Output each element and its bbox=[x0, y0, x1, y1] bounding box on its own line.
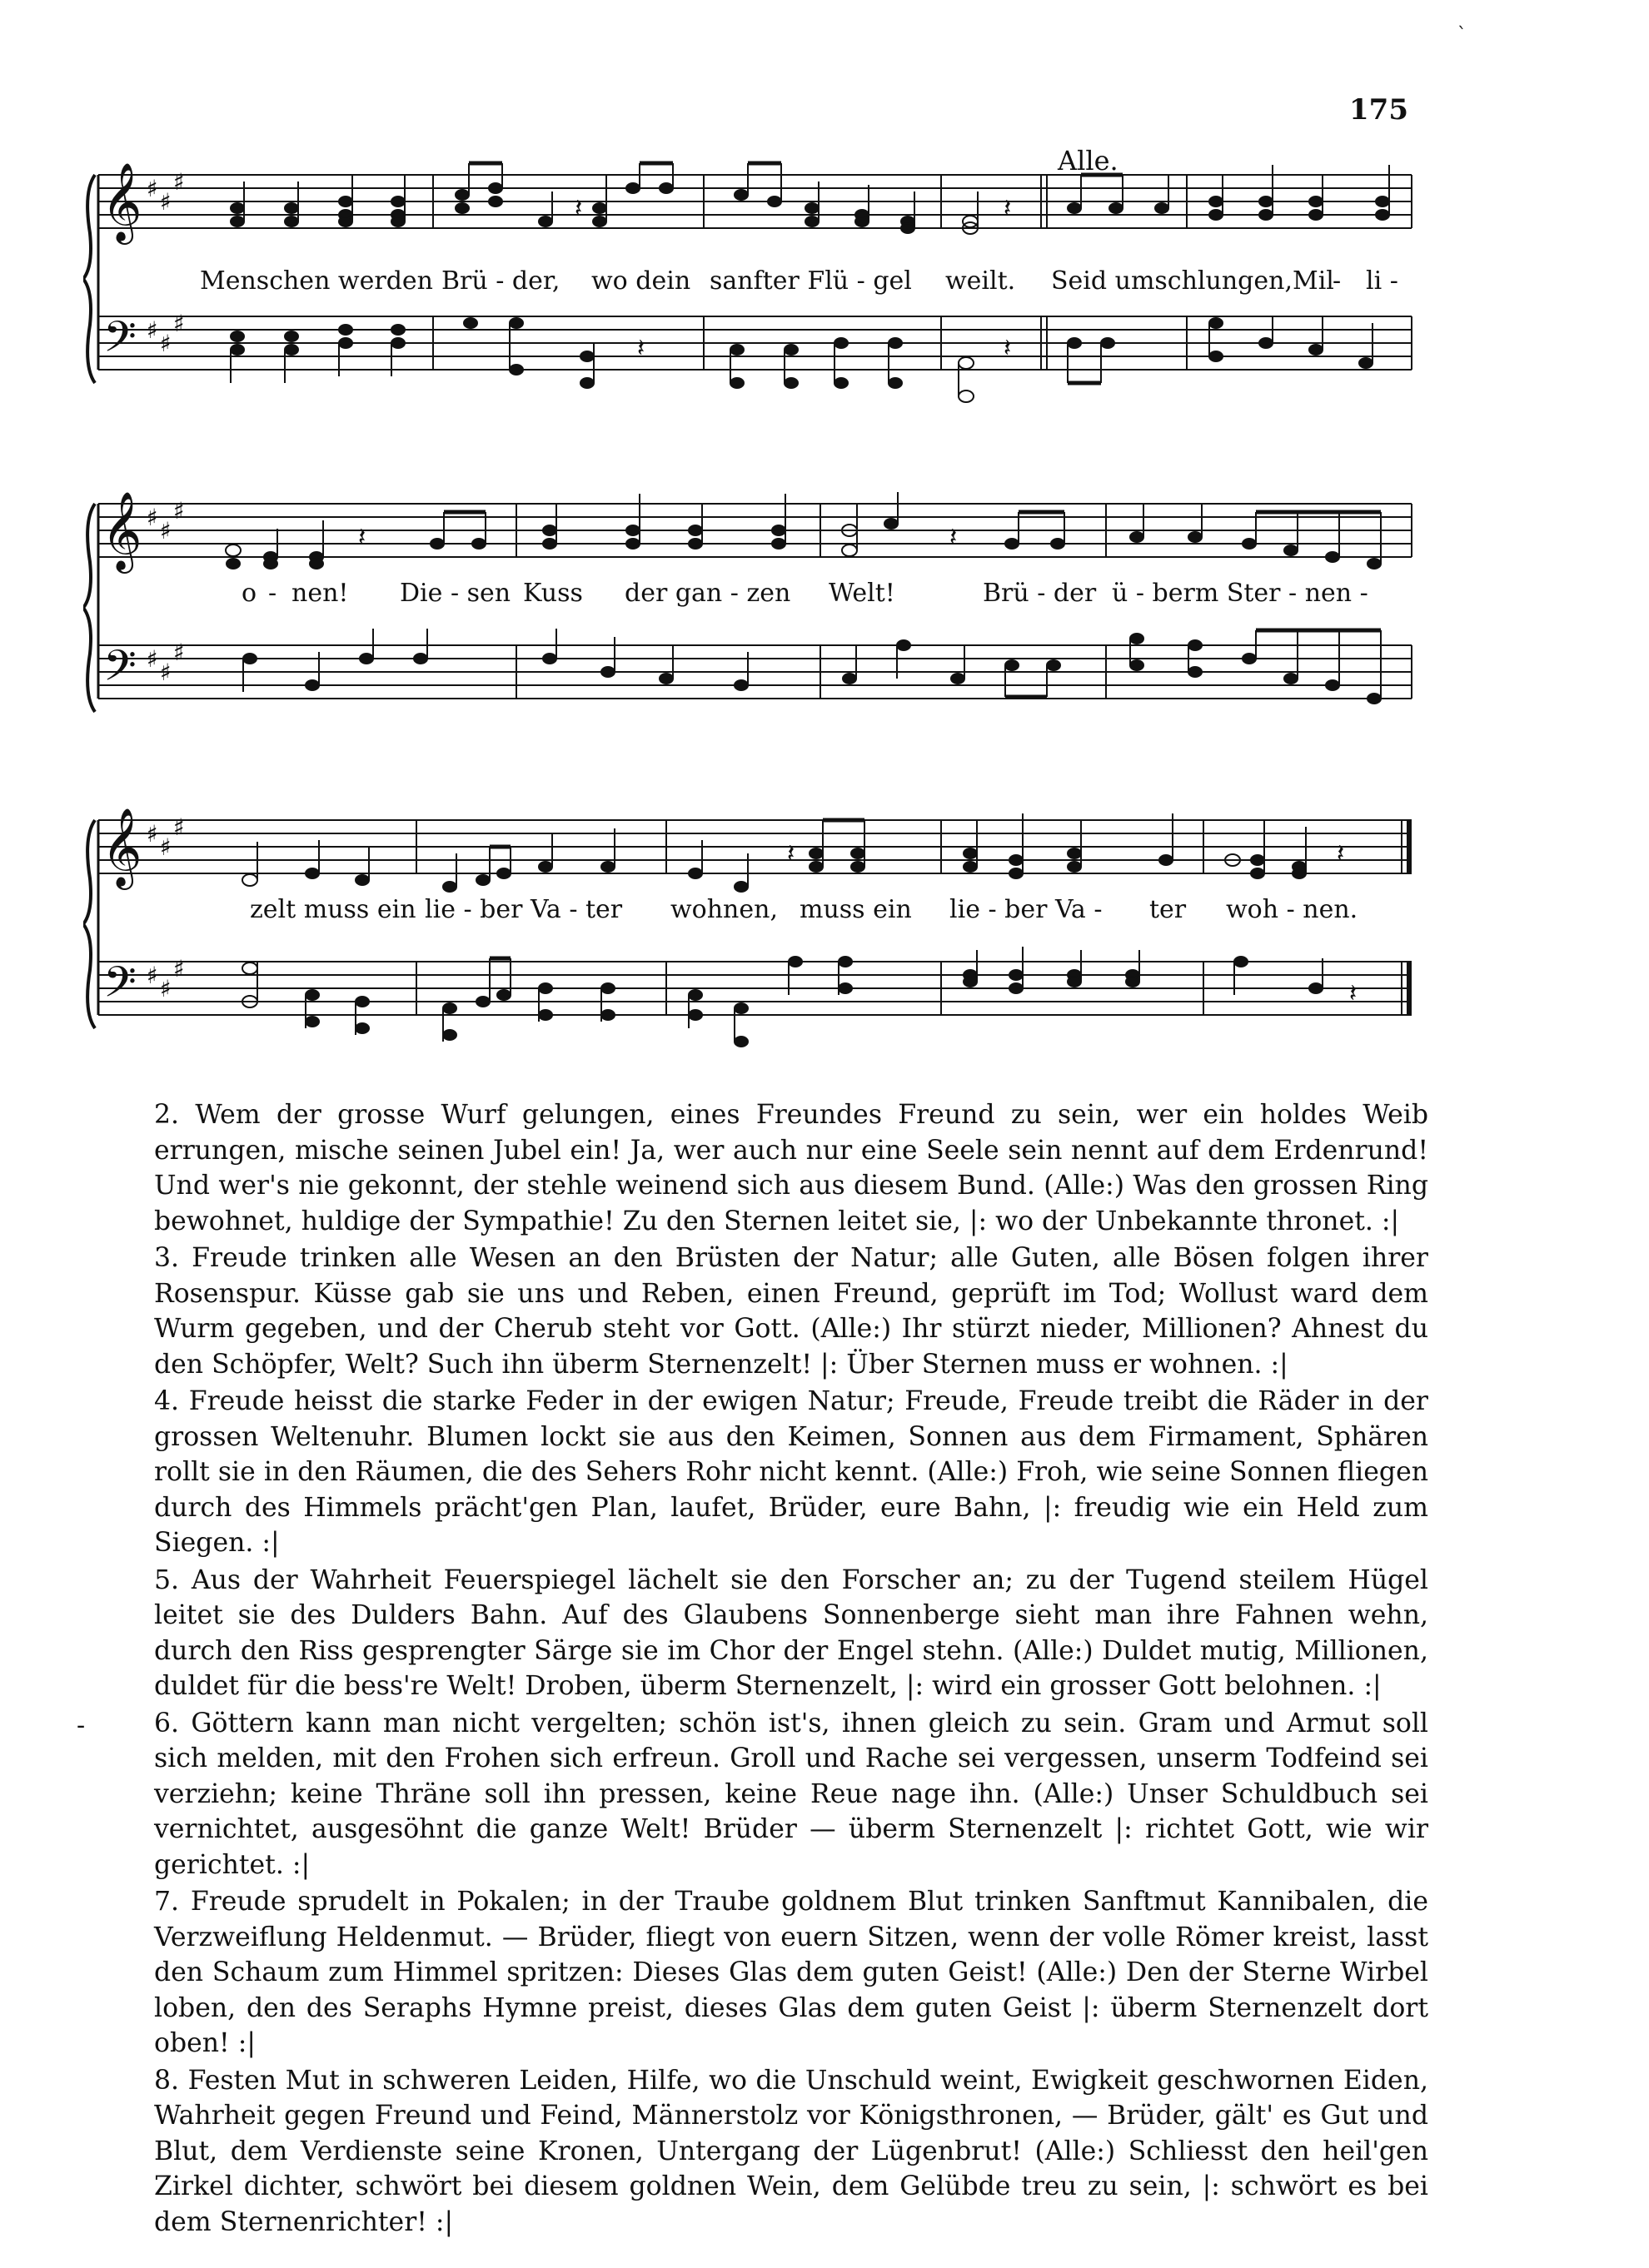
music-system-1 bbox=[83, 142, 1416, 416]
svg-text:♯: ♯ bbox=[173, 639, 185, 666]
lyric: - bbox=[1333, 266, 1342, 296]
verses-text bbox=[154, 1097, 1428, 2241]
margin-dash: - bbox=[77, 1711, 86, 1740]
svg-text:𝄞: 𝄞 bbox=[102, 808, 142, 887]
lyric: nen! bbox=[291, 579, 349, 608]
svg-text:𝄽: 𝄽 bbox=[1004, 194, 1012, 223]
lyric: woh - nen. bbox=[1226, 895, 1358, 924]
svg-text:♯: ♯ bbox=[147, 175, 158, 202]
lyric: lie - ber Va - bbox=[949, 895, 1103, 924]
lyric: ü - berm Ster - nen - bbox=[1112, 579, 1368, 608]
alle-marking: Alle. bbox=[1058, 145, 1118, 177]
lyric: Die - sen bbox=[400, 579, 511, 608]
svg-text:𝄢: 𝄢 bbox=[103, 957, 137, 1017]
svg-text:♯: ♯ bbox=[173, 955, 185, 982]
page-number: 175 bbox=[1349, 93, 1408, 127]
svg-text:♯: ♯ bbox=[160, 330, 172, 357]
verse-8: 8. Festen Mut in schweren Leiden, Hilfe, wo die Unschuld weint, Ewigkeit geschwornen Eiden, Wahrheit gegen Freund und Feind, Männerstolz vor Königsthronen, — Brüder, gält' es Gut und Blut, dem Verdienste seine Kronen, Untergang der Lügenbrut! (Alle:) Schliesst den heil'gen Zirkel dichter, schwört bei diesem goldnen Wein, dem Gelübde treu zu sein, |: schwört es bei dem Sternenrichter! :| bbox=[154, 2065, 1428, 2237]
lyric: Kuss bbox=[523, 579, 583, 608]
music-system-2 bbox=[83, 470, 1416, 745]
svg-text:♯: ♯ bbox=[147, 645, 158, 673]
lyric: wohnen, bbox=[670, 895, 778, 924]
svg-text:𝄽: 𝄽 bbox=[575, 194, 583, 223]
lyric: weilt. bbox=[945, 266, 1016, 296]
lyric: li - bbox=[1366, 266, 1398, 296]
verse-6: 6. Göttern kann man nicht vergelten; schön ist's, ihnen gleich zu sein. Gram und Armut soll sich melden, mit den Frohen sich erfreun. Groll und Rache sei vergessen, unserm Todfeind sei verziehn; keine Thräne soll ihn pressen, keine Reue nage ihn. (Alle:) Unser Schuldbuch sei vernichtet, ausgesöhnt die ganze Welt! Brüder — überm Sternenzelt |: richtet Gott, wie wir gerichtet. :| bbox=[154, 1708, 1428, 1880]
svg-text:𝄞: 𝄞 bbox=[102, 491, 142, 570]
lyric: sanfter Flü - gel bbox=[710, 266, 912, 296]
svg-text:♯: ♯ bbox=[147, 820, 158, 848]
lyric: zelt muss ein bbox=[250, 895, 416, 924]
lyric: muss ein bbox=[800, 895, 912, 924]
svg-text:♯: ♯ bbox=[160, 975, 172, 1002]
svg-text:𝄽: 𝄽 bbox=[637, 334, 645, 363]
svg-text:♯: ♯ bbox=[173, 168, 185, 196]
lyric: Menschen werden bbox=[200, 266, 433, 296]
verse-5: 5. Aus der Wahrheit Feuerspiegel lächelt sie den Forscher an; zu der Tugend steilem Hügel leitet sie des Dulders Bahn. Auf des Glaubens Sonnenberge sieht man ihre Fahnen wehn, durch den Riss gesprengter Särge sie im Chor der Engel stehn. (Alle:) Duldet mutig, Millionen, duldet für die bess're Welt! Droben, überm Sternenzelt, |: wird ein grosser Gott belohnen. :| bbox=[154, 1564, 1428, 1701]
lyric: Brü - der, bbox=[441, 266, 560, 296]
svg-text:♯: ♯ bbox=[173, 497, 185, 525]
svg-text:♯: ♯ bbox=[160, 833, 172, 861]
music-system-3 bbox=[83, 787, 1416, 1062]
stray-mark: ` bbox=[1457, 25, 1467, 46]
lyric: ter bbox=[1149, 895, 1187, 924]
lyric: der gan - zen bbox=[625, 579, 791, 608]
svg-text:𝄞: 𝄞 bbox=[102, 162, 142, 241]
score-system-2 bbox=[83, 470, 1416, 745]
svg-text:♯: ♯ bbox=[173, 310, 185, 337]
lyric: Brü - der bbox=[983, 579, 1097, 608]
svg-text:♯: ♯ bbox=[160, 517, 172, 545]
verse-3: 3. Freude trinken alle Wesen an den Brüsten der Natur; alle Guten, alle Bösen folgen ihrer Rosenspur. Küsse gab sie uns und Reben, einen Freund, geprüft im Tod; Wollust ward dem Wurm gegeben, und der Cherub steht vor Gott. (Alle:) Ihr stürzt nieder, Millionen? Ahnest du den Schöpfer, Welt? Such ihn überm Sternenzelt! |: Über Sternen muss er wohnen. :| bbox=[154, 1243, 1428, 1380]
svg-text:𝄽: 𝄽 bbox=[787, 839, 795, 868]
svg-text:𝄽: 𝄽 bbox=[358, 523, 366, 552]
verse-2: 2. Wem der grosse Wurf gelungen, eines Freundes Freund zu sein, wer ein holdes Weib errungen, mische seinen Jubel ein! Ja, wer auch nur eine Seele sein nennt auf dem Erdenrund! Und wer's nie gekonnt, der stehle weinend sich aus diesem Bund. (Alle:) Was den grossen Ring bewohnet, huldige der Sympathie! Zu den Sternen leitet sie, |: wo der Unbekannte thronet. :| bbox=[154, 1100, 1428, 1236]
svg-text:𝄢: 𝄢 bbox=[103, 311, 137, 372]
lyric: o bbox=[242, 579, 257, 608]
svg-text:𝄽: 𝄽 bbox=[949, 523, 958, 552]
svg-text:♯: ♯ bbox=[173, 813, 185, 841]
svg-text:𝄢: 𝄢 bbox=[103, 640, 137, 701]
svg-text:♯: ♯ bbox=[160, 188, 172, 216]
svg-text:♯: ♯ bbox=[147, 316, 158, 344]
lyric: Welt! bbox=[829, 579, 895, 608]
score-system-3 bbox=[83, 787, 1416, 1062]
svg-text:𝄽: 𝄽 bbox=[1004, 334, 1012, 363]
svg-text:♯: ♯ bbox=[147, 504, 158, 531]
svg-text:𝄽: 𝄽 bbox=[1337, 839, 1345, 868]
svg-text:♯: ♯ bbox=[147, 962, 158, 989]
lyric: wo dein bbox=[591, 266, 691, 296]
verse-4: 4. Freude heisst die starke Feder in der ewigen Natur; Freude, Freude treibt die Räder in der grossen Weltenuhr. Blumen lockt sie aus den Keimen, Sonnen aus dem Firmament, Sphären rollt sie in den Räumen, die des Sehers Rohr nicht kennt. (Alle:) Froh, wie seine Sonnen fliegen durch des Himmels prächt'gen Plan, laufet, Brüder, eure Bahn, |: freudig wie ein Held zum Siegen. :| bbox=[154, 1386, 1428, 1558]
lyric: - bbox=[268, 579, 277, 608]
svg-text:♯: ♯ bbox=[160, 659, 172, 686]
lyric: lie - ber Va - ter bbox=[425, 895, 623, 924]
lyric: Seid umschlungen,Mil bbox=[1051, 266, 1334, 296]
svg-text:𝄽: 𝄽 bbox=[1349, 979, 1358, 1008]
verse-7: 7. Freude sprudelt in Pokalen; in der Traube goldnem Blut trinken Sanftmut Kannibalen, die Verzweiflung Heldenmut. — Brüder, fliegt von euern Sitzen, wenn der volle Römer kreist, lasst den Schaum zum Himmel spritzen: Dieses Glas dem guten Geist! (Alle:) Den der Sterne Wirbel loben, den des Seraphs Hymne preist, dieses Glas dem guten Geist |: überm Sternenzelt dort oben! :| bbox=[154, 1887, 1428, 2058]
